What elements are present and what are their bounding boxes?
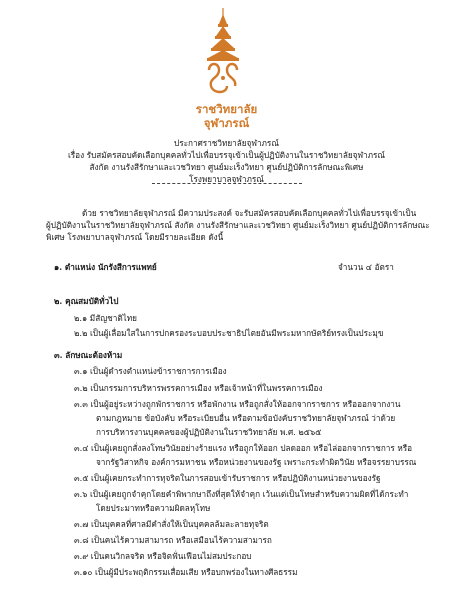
prohibited-item: ๓.๔ เป็นผู้เคยถูกสั่งลงโทษวินัยอย่างร้ายแรง หรือถูกให้ออก ปลดออก หรือไล่ออกจากราชการ หรือ <box>74 443 413 453</box>
prohibited-item: ๓.๙ เป็นคนวิกลจริต หรือจิตฟั่นเฟือนไม่สมประกอบ <box>74 551 252 561</box>
announcement-subject-line2: สังกัด งานรังสีรักษาและเวชวิทยา ศูนย์มะเร็งวิทยา ศูนย์ปฏิบัติการลักษณะพิเศษ <box>89 162 364 172</box>
prohibited-item: ๓.๑ เป็นผู้ดำรงตำแหน่งข้าราชการการเมือง <box>74 366 227 376</box>
qualification-item: ๒.๑ มีสัญชาติไทย <box>74 313 137 323</box>
university-emblem-icon <box>193 6 253 102</box>
prohibited-item: ๓.๓ เป็นผู้อยู่ระหว่างถูกพักราชการ หรือพักงาน หรือถูกสั่งให้ออกจากราชการ หรือออกจากงาน <box>74 399 401 409</box>
prohibited-characteristics-heading: ๓. ลักษณะต้องห้าม <box>54 350 123 360</box>
intro-line1: ด้วย ราชวิทยาลัยจุฬาภรณ์ มีความประสงค์ จะรับสมัครสอบคัดเลือกบุคคลทั่วไปเพื่อบรรจุเข้าเป็น <box>82 208 417 218</box>
prohibited-item-cont: จากรัฐวิสาหกิจ องค์การมหาชน หรือหน่วยงานของรัฐ เพราะกระทำผิดวินัย หรือจรรยาบรรณ <box>96 457 417 467</box>
prohibited-item: ๓.๑๐ เป็นผู้มีประพฤติกรรมเสื่อมเสีย หรือบกพร่องในทางศีลธรรม <box>74 567 298 577</box>
prohibited-item-cont: ตามกฎหมาย ข้อบังคับ หรือระเบียบอื่น หรือตามข้อบังคับราชวิทยาลัยจุฬาภรณ์ ว่าด้วย <box>96 413 396 423</box>
intro-line3: พิเศษ โรงพยาบาลจุฬาภรณ์ โดยมีรายละเอียด ดังนี้ <box>46 232 224 242</box>
prohibited-item-cont: การบริหารงานบุคคลของผู้ปฏิบัติงานในราชวิทยาลัย พ.ศ. ๒๕๖๕ <box>96 427 322 437</box>
header-divider <box>152 183 302 184</box>
university-name-line2: จุฬาภรณ์ <box>203 116 250 130</box>
prohibited-item: ๓.๘ เป็นคนไร้ความสามารถ หรือเสมือนไร้ความสามารถ <box>74 535 272 545</box>
position-count: จำนวน ๔ อัตรา <box>338 262 394 272</box>
qualification-item: ๒.๒ เป็นผู้เลื่อมใสในการปกครองระบอบประชาธิปไตยอันมีพระมหากษัตริย์ทรงเป็นประมุข <box>74 328 384 338</box>
university-name-line1: ราชวิทยาลัย <box>195 102 258 116</box>
announcement-subject-line3: โรงพยาบาลจุฬาภรณ์ <box>189 174 264 184</box>
announcement-org: ประกาศราชวิทยาลัยจุฬาภรณ์ <box>174 138 279 148</box>
prohibited-item: ๓.๒ เป็นกรรมการบริหารพรรคการเมือง หรือเจ้าหน้าที่ในพรรคการเมือง <box>74 383 323 393</box>
announcement-subject-line1: เรื่อง รับสมัครสอบคัดเลือกบุคคลทั่วไปเพื่อบรรจุเข้าเป็นผู้ปฏิบัติงานในราชวิทยาลัยจุฬาภรณ์ <box>67 150 386 160</box>
prohibited-item-cont: โดยประมาทหรือความผิดลหุโทษ <box>96 503 211 513</box>
intro-line2: ผู้ปฏิบัติงานในราชวิทยาลัยจุฬาภรณ์ สังกัด งานรังสีรักษาและเวชวิทยา ศูนย์มะเร็งวิทยา ศูนย์ปฏิบัติการลักษณะ <box>46 220 430 230</box>
general-qualifications-heading: ๒. คุณสมบัติทั่วไป <box>54 296 119 306</box>
prohibited-item: ๓.๕ เป็นผู้เคยกระทำการทุจริตในการสอบเข้ารับราชการ หรือปฏิบัติงานหน่วยงานของรัฐ <box>74 473 381 483</box>
prohibited-item: ๓.๖ เป็นผู้เคยถูกจำคุกโดยคำพิพากษาถึงที่สุดให้จำคุก เว้นแต่เป็นโทษสำหรับความผิดที่ได้กระทำ <box>74 489 409 499</box>
prohibited-item: ๓.๗ เป็นบุคคลที่ศาลมีคำสั่งให้เป็นบุคคลล้มละลายทุจริต <box>74 519 269 529</box>
position-title: ๑. ตำแหน่ง นักรังสีการแพทย์ <box>54 262 157 272</box>
